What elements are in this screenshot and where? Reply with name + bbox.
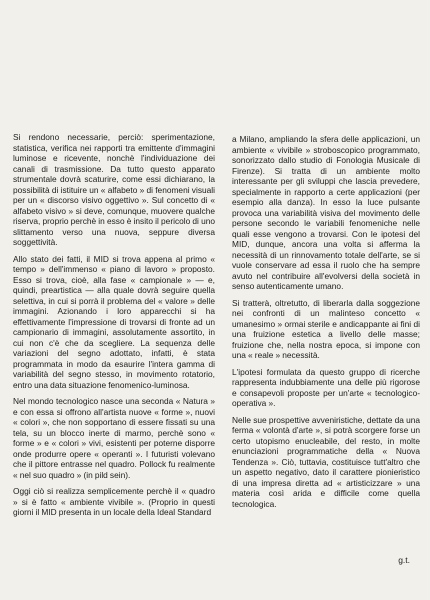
paragraph: a Milano, ampliando la sfera delle applicazioni, un ambiente « vivibile » stroboscopico programmato, sonorizzato dallo studio di Fonologia Musicale di Firenze). Si tratta di un ambiente molto interessante per gli sviluppi che lascia prevedere, specialmente in rapporto a certe applicazioni (per esempio alla danza). In esso la luce pulsante provoca una variabilità visiva del movimento delle persone secondo le variabili fenomeniche nelle quali esse vengono a trovarsi. Con le ipotesi del MID, dunque, ancora una volta si afferma la necessità di un rinnovamento totale dell'arte, se si vuole conservare ad essa il ruolo che ha sempre avuto nel contribuire all'evolversi della società in senso autenticamente umano. — [232, 134, 420, 291]
paragraph: Allo stato dei fatti, il MID si trova appena al primo « tempo » dell'immenso « piano di lavoro » proposto. Esso si trova, cioè, alla fase « campionale » — e, quindi, preartistica — alla quale dovrà seguire quella selettiva, in cui si porrà il problema del « valore » delle immagini. Azionando i loro apparecchi si ha effettivamente l'impressione di trovarsi di fronte ad un campionario di immagini, assolutamente assortito, in cui non c'è che da scegliere. La sequenza delle variazioni del segno adottato, infatti, è stata programmata in modo da esaurire l'intera gamma di variabilità del segno stesso, in movimento rotatorio, entro una data situazione fenomenico-luminosa. — [13, 253, 215, 390]
paragraph: Si rendono necessarie, perciò: sperimentazione, statistica, verifica nei rapporti tra emittente d'immagini luminose e ricevente, nonchè l'individuazione dei canali di trasmissione. Da tutto questo apparato strumentale dovrà scaturire, come essi dichiarano, la possibilità di istituire un « alfabeto » di fenomeni visuali per un « discorso visivo oggettivo ». Sul concetto di « alfabeto visivo » si deve, comunque, muovere qualche riserva, proprio perchè in esso è insito il pericolo di uno slittamento verso una nuova, seppure diversa soggettività. — [13, 132, 215, 247]
author-signature: g.t. — [398, 555, 410, 565]
paragraph: L'ipotesi formulata da questo gruppo di ricerche rappresenta indubbiamente una delle più rigorose e consapevoli proposte per un'arte « tecnologico-operativa ». — [232, 366, 420, 408]
paragraph: Si tratterà, oltretutto, di liberarla dalla soggezione nei confronti di un malinteso concetto « umanesimo » ormai sterile e andicappante ai fini di una fruizione estetica a livello delle masse; fruizione che, nella nostra epoca, si impone con una « reale » necessità. — [232, 297, 420, 360]
paragraph: Nel mondo tecnologico nasce una seconda « Natura » e con essa si offrono all'artista nuove « forme », nuovi « colori », che non sopportano di essere fissati su una tela, su un blocco inerte di marmo, perchè sono « forme » e « colori » vivi, esistenti per poterne disporre onde produrre opere « operanti ». I futuristi volevano che il pittore entrasse nel quadro. Pollock fu realmente « nel suo quadro » (in pild sein). — [13, 396, 215, 480]
right-text-column — [232, 134, 420, 515]
paragraph: Oggi ciò si realizza semplicemente perchè il « quadro » si è fatto « ambiente vivibile ». (Proprio in questi giorni il MID presenta in un locale della Ideal Standard — [13, 486, 215, 517]
left-text-column — [13, 132, 215, 524]
paragraph: Nelle sue prospettive avveniristiche, dettate da una ferma « volontà d'arte », si potrà scorgere forse un certo utopismo enucleabile, del resto, in molte enunciazioni programmatiche della « Nuova Tendenza ». Ciò, tuttavia, costituisce tutt'altro che un aspetto negativo, dato il carattere pionieristico di una impresa diretta ad « artisticizzare » una materia così arida e difficile come quella tecnologica. — [232, 414, 420, 509]
